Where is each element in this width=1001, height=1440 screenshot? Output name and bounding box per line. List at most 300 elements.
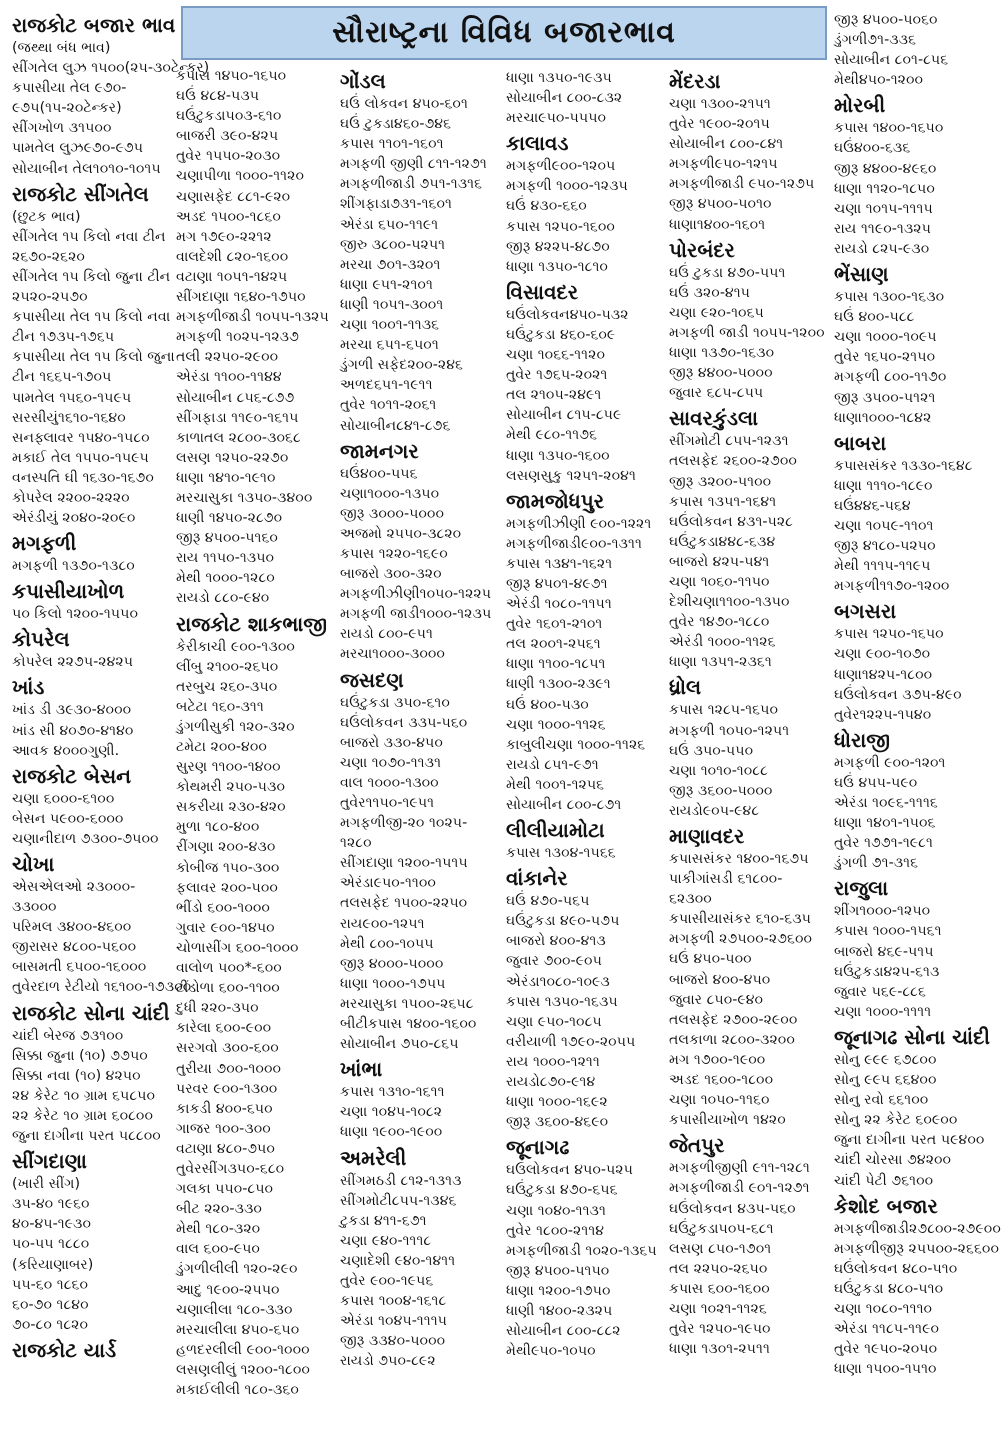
price-line: ધાણી ૧૦૫૧-૩૦૦૧ <box>340 296 444 313</box>
price-line: ધાણા ૧૩૫૦-૧૬૦૦ <box>506 447 610 464</box>
price-line: ધાણા ૧૧૨૦-૧૮૫૦ <box>834 180 935 197</box>
price-line: ટીન ૧૭૩૫-૧૭૬૫ <box>12 329 115 346</box>
price-line: મગફળી ૨૭૫૦૦-૨૭૬૦૦ <box>669 931 813 948</box>
price-line: કપાસ ૧૨૨૦-૧૬૯૦ <box>340 545 448 562</box>
price-line: મરચાસુકા ૧૩૫૦-૩૪૦૦ <box>176 489 313 506</box>
price-line: વટાણા ૧૦૫૧-૧૪૨૫ <box>176 268 288 285</box>
price-line: ચણા ૯૪૦-૧૧૧૮ <box>340 1232 432 1249</box>
price-line: ઘઉંલોકવન ૪૫૦-૫૨૫ <box>506 1162 633 1179</box>
price-line: જુવાર ૭૦૦-૯૦૫ <box>506 953 602 970</box>
price-line: મગફળી ૧૦૫૦-૧૨૫૧ <box>669 722 790 739</box>
price-line: કપાસ ૧૩૪૧-૧૬૨૧ <box>506 555 613 572</box>
price-line: અજમો ૨૫૫૦-૩૮૨૦ <box>340 525 462 542</box>
market-heading: ખાંભા <box>340 1057 383 1082</box>
price-line: મેથી ૮૦૦-૧૦૫૫ <box>340 935 434 952</box>
price-line: ચણા ૧૦૬૦-૧૧૫૦ <box>669 573 770 590</box>
price-line: ૨૪ કેરેટ ૧૦ ગ્રામ ૬૫૮૫૦ <box>12 1087 156 1104</box>
price-line: વાલોળ ૫૦૦*-૬૦૦ <box>176 960 282 977</box>
price-line: ધાણા૧૦૦૦-૧૮૪૨ <box>834 409 932 426</box>
price-line: તુવેર૧૨૨૫-૧૫૪૦ <box>834 706 932 723</box>
price-line: બીટ ૨૨૦-૩૩૦ <box>176 1201 262 1218</box>
price-line: ધાણા ૧૩૫૧-૨૩૬૧ <box>669 654 772 671</box>
price-line: ઘઉં ૩૫૦-૫૫૦ <box>669 742 754 759</box>
price-line: સીંગમઠડી ૮૧૨-૧૩૧૩ <box>340 1172 462 1189</box>
price-line: (કરિયાણાબર) <box>12 1256 94 1273</box>
price-line: તુવેર૧૧૫૦-૧૯૫૧ <box>340 795 435 811</box>
price-line: તુવેર ૧૦૧૧-૨૦૬૧ <box>340 397 437 414</box>
price-line: વટાણા ૪૮૦-૭૫૦ <box>176 1140 275 1157</box>
price-line: જુના દાગીના પરત ૫૮૮૦૦ <box>12 1128 161 1145</box>
price-line: મેથી૪૫૦-૧૨૦૦ <box>834 72 924 89</box>
price-line: ચણા ૧૦૫૦-૧૧૬૦ <box>669 1092 770 1109</box>
price-line: એરંડા ૬૫૦-૧૧૯૧ <box>340 216 439 233</box>
price-line: જીરૂ ૩૬૦૦-૪૬૯૦ <box>506 1114 609 1131</box>
price-line: ચણા ૧૦૬૬-૧૧૨૦ <box>506 347 605 364</box>
page-title-banner: સૌરાષ્ટ્રના વિવિધ બજારભાવ <box>181 6 827 60</box>
market-heading: કેશોદ બજાર <box>834 1193 938 1218</box>
price-line: જીરૂ ૩૨૦૦-૫૧૦૦ <box>669 473 772 490</box>
price-line: ઘઉંટુકડા ૪૯૦-૫૭૫ <box>506 913 620 930</box>
price-line: કપાસીયાખોળ ૧૪૨૦ <box>669 1112 786 1129</box>
market-heading: સીંગદાણા <box>12 1149 87 1174</box>
price-line: ચણા ૧૦૦૦-૧૦૯૫ <box>834 329 937 346</box>
price-line: ઘઉં ૪૮૪-૫૩૫ <box>176 88 260 105</box>
price-line: કપાસસંકર ૧૪૦૦-૧૬૭૫ <box>669 851 809 867</box>
price-line: મગફળી૯૦૦-૧૨૦૫ <box>506 158 616 175</box>
market-heading: જૂનાગઢ <box>506 1135 570 1160</box>
price-line: ધાણા ૧૧૧૦-૧૮૯૦ <box>834 477 933 494</box>
price-line: પામતેલ લુઝ૯૭૦-૯૭૫ <box>12 140 144 157</box>
price-line: તલ ૨૧૦૫-૨૪૯૧ <box>506 387 602 404</box>
price-line: જુવાર ૮૫૦-૯૪૦ <box>669 991 764 1008</box>
price-line: (ખારી સીંગ) <box>12 1176 81 1193</box>
price-line: મગફળી૯૫૦-૧૨૧૫ <box>669 156 778 173</box>
price-line: કપાસીયા તેલ ૧૫ કિલો જુના <box>12 349 175 366</box>
price-line: ૬૦-૭૦ ૧૮૪૦ <box>12 1296 89 1313</box>
price-line: વાલદેશી ૮૨૦-૧૬૦૦ <box>176 248 289 265</box>
price-line: બેસન ૫૯૦૦-૬૦૦૦ <box>12 810 124 827</box>
price-line: કપાસ ૧૦૦૪-૧૬૧૮ <box>340 1293 447 1310</box>
price-line: ચણા ૬૦૦૦-૬૧૦૦ <box>12 790 115 807</box>
price-line: વાલ ૬૦૦-૯૫૦ <box>176 1241 260 1258</box>
price-line: પાકીગાંસડી ૬૧૮૦૦- <box>669 871 783 888</box>
price-line: તુવેર ૧૬૫૦-૨૧૫૦ <box>834 349 936 366</box>
price-line: સીંગતેલ ૧૫ કિલો નવા ટીન <box>12 228 166 245</box>
market-heading: ધ્રોલ <box>669 675 702 700</box>
price-line: એરંડા ૧૦૯૬-૧૧૧૬ <box>834 795 938 811</box>
price-line: ૨૨ કેરેટ ૧૦ ગ્રામ ૬૦૮૦૦ <box>12 1107 154 1124</box>
price-line: કપાસીયાસંકર ૬૧૦-૬૩૫ <box>669 911 811 928</box>
price-line: કપાસ ૧૩૧૦-૧૬૧૧ <box>340 1084 445 1101</box>
price-line: લીંબુ ૨૧૦૦-૨૬૫૦ <box>176 658 279 675</box>
price-line: જીરૂ ૪૫૦૦-૫૧૫૦ <box>506 1262 610 1279</box>
price-line: રાયડો ૮૦૦-૯૫૧ <box>340 626 433 643</box>
price-line: મગફળી જીણી ૮૧૧-૧૨૭૧ <box>340 156 487 173</box>
price-line: રાય ૧૧૯૦-૧૩૨૫ <box>834 220 931 237</box>
price-line: ધાણી ૧૪૫૦-૨૮૭૦ <box>176 510 283 527</box>
price-line: ચોળાસીંગ ૬૦૦-૧૦૦૦ <box>176 939 299 956</box>
price-line: તલસફેદ ૨૬૦૦-૨૭૦૦ <box>669 453 797 470</box>
price-line: આદુ ૧૯૦૦-૨૫૫૦ <box>176 1281 280 1298</box>
market-heading: રાજકોટ સીંગતેલ <box>12 181 149 206</box>
price-line: વરીયાળી ૧૭૯૦-૨૦૫૫ <box>506 1033 636 1050</box>
price-line: મેથી ૯૮૦-૧૧૭૬ <box>506 427 598 444</box>
price-line: બાજરો ૪૦૦-૪૫૦ <box>669 971 771 988</box>
price-line: સોનુ રવો ૬૬૧૦૦ <box>834 1092 929 1109</box>
price-line: ધાણા ૧૯૦૦-૧૯૦૦ <box>340 1124 443 1141</box>
price-line: ઘઉં ૪૫૦-૫૦૦ <box>669 951 752 968</box>
market-heading: મગફળી <box>12 531 77 556</box>
price-line: સોયાબીન ૮૦૦-૮૪૧ <box>669 136 784 153</box>
market-heading: માણાવદર <box>669 824 745 848</box>
price-line: તુવેર ૧૭૭૧-૧૯૮૧ <box>834 835 933 852</box>
price-line: જુવાર ૫૬૯-૮૮૬ <box>834 983 926 1000</box>
price-line: બટેટા ૧૬૦-૩૧૧ <box>176 698 264 715</box>
market-heading: રાજકોટ યાર્ડ <box>12 1337 117 1362</box>
price-line: ગુવાર ૯૦૦-૧૪૫૦ <box>176 919 275 936</box>
price-line: મગફળી ૧૦૨૫-૧૨૩૭ <box>176 329 299 346</box>
price-line: રાયડો૮૭૦-૯૧૪ <box>506 1074 596 1091</box>
price-line: ચણા ૧૦૦૦-૧૧૨૬ <box>506 716 606 733</box>
price-line: ચણા ૧૦૧૫-૧૧૧૫ <box>834 200 933 217</box>
price-line: એરંડા૧૦૮૦-૧૦૯૩ <box>506 973 610 990</box>
price-line: મગફળીજીણી ૯૧૧-૧૨૮૧ <box>669 1160 810 1177</box>
price-line: એરંડા ૧૦૪૫-૧૧૧૫ <box>340 1313 447 1330</box>
price-line: ૫૦ કિલો ૧૨૦૦-૧૫૫૦ <box>12 606 138 623</box>
price-line: ચણા ૧૦૧૦-૧૦૮૮ <box>669 762 768 779</box>
price-line: ચણાલીલા ૧૮૦-૩૩૦ <box>176 1301 293 1318</box>
price-line: રાય૯૦૦-૧૨૫૧ <box>340 915 425 932</box>
price-line: કેરીકાચી ૯૦૦-૧૩૦૦ <box>176 638 295 655</box>
price-line: મગફળી જાડી૧૦૦૦-૧૨૩૫ <box>340 606 492 623</box>
price-line: ચાંદી ચોરસા ૭૪૨૦૦ <box>834 1152 952 1169</box>
price-line: સોયાબીન તેલ૧૦૧૦-૧૦૧૫ <box>12 160 161 177</box>
price-line: તુવેર ૧૭૬૫-૨૦૨૧ <box>506 367 608 384</box>
price-line: ઘઉંલોકવન ૪૮૦-૫૧૦ <box>834 1260 958 1277</box>
price-line: ચણાનીદાળ ૭૩૦૦-૭૫૦૦ <box>12 830 159 847</box>
price-line: ઘઉંટુકડા ૩૫૦-૬૧૦ <box>340 694 450 711</box>
price-line: ચણા ૯૦૦-૧૦૭૦ <box>834 646 931 663</box>
price-line: ધાણા ૧૩૭૦-૧૬૩૦ <box>669 345 775 362</box>
price-line: (છુટક ભાવ) <box>12 208 81 225</box>
market-heading: વાંકાનેર <box>506 866 568 891</box>
price-line: સોયાબીન૮૪૧-૮૭૬ <box>340 417 451 434</box>
price-line: કારેલા ૬૦૦-૯૦૦ <box>176 1020 272 1037</box>
market-heading: પોરબંદર <box>669 237 735 262</box>
market-column-6 <box>834 0 1001 1440</box>
price-line: મરચાલીલા ૪૫૦-૬૫૦ <box>176 1321 300 1338</box>
price-line: ધાણા ૧૫૦૦-૧૫૧૦ <box>834 1361 937 1378</box>
price-line: દુધી ૨૨૦-૩૫૦ <box>176 1000 259 1017</box>
price-line: ધાણા ૯૫૧-૨૧૦૧ <box>340 276 433 293</box>
market-heading: જેતપુર <box>669 1133 725 1158</box>
price-line: અડદ ૧૬૦૦-૧૮૦૦ <box>669 1072 774 1089</box>
price-line: મરચા ૬૫૧-૬૫૦૧ <box>340 337 439 354</box>
price-line: કોબીજ ૧૫૦-૩૦૦ <box>176 859 280 876</box>
price-line: સીંગમોટી ૮૫૫-૧૨૩૧ <box>669 433 789 450</box>
price-line: મગફળી૧૧૭૦-૧૨૦૦ <box>834 578 950 595</box>
price-line: ચાંદી બેરજ ૭૩૧૦૦ <box>12 1027 124 1044</box>
price-line: ૩૩૦૦૦ <box>12 899 57 916</box>
price-line: મેથી ૧૦૦૦-૧૨૮૦ <box>176 570 275 587</box>
price-line: ચણા ૧૦૦૧-૧૧૩૬ <box>340 317 440 334</box>
price-line: ચણા ૧૦૪૦-૧૧૩૧ <box>506 1202 606 1219</box>
price-line: ઘઉંટુકડા૫૦૩-૬૧૦ <box>176 108 282 125</box>
price-line: ૭૦-૮૦ ૧૮૨૦ <box>12 1316 88 1333</box>
price-line: તુવેર ૧૬૦૧-૨૧૦૧ <box>506 616 603 633</box>
price-line: તલસફેદ ૨૭૦૦-૨૯૦૦ <box>669 1011 798 1028</box>
price-line: કાળાતલ ૨૮૦૦-૩૦૬૮ <box>176 429 301 446</box>
price-line: ઘઉં ૪૩૦-૬૬૦ <box>506 198 587 215</box>
price-line: એરંડા૯૫૦-૧૧૦૦ <box>340 875 436 892</box>
price-line: મગફળી ૯૦૦-૧૨૦૧ <box>834 754 946 771</box>
price-line: ચણા ૧૦૨૧-૧૧૨૬ <box>669 1300 767 1317</box>
price-line: કાબુલીચણા ૧૦૦૦-૧૧૨૬ <box>506 736 646 753</box>
price-line: કપાસ ૧૩૫૧-૧૬૪૧ <box>669 493 777 510</box>
price-line: સોયાબીન ૮૧૫-૮૫૯ <box>506 407 622 424</box>
price-line: રીંગણા ૨૦૦-૪૩૦ <box>176 839 276 856</box>
price-line: ઘઉં ૪૦૦-૫૮૮ <box>834 309 915 326</box>
price-line: મરચા૧૦૦૦-૩૦૦૦ <box>340 646 445 663</box>
market-column-5 <box>669 0 831 1440</box>
price-line: મરચાસુકા ૧૫૦૦-૨૬૫૮ <box>340 995 474 1012</box>
price-line: બાજરો ૩૦૦-૩૨૦ <box>340 566 442 583</box>
price-line: ૫૦-૫૫ ૧૮૮૦ <box>12 1236 90 1253</box>
price-line: જીરૂ ૩૫૦૦-૫૧૨૧ <box>834 389 936 406</box>
price-line: મેથી ૧૦૦૧-૧૨૫૬ <box>506 776 605 793</box>
price-line: મગફળી જાડી ૧૦૫૫-૧૨૦૦ <box>669 324 825 341</box>
price-line: ઘઉંટુકડા ૪૭૦-૬૫૬ <box>506 1182 618 1199</box>
price-line: ઘઉં ટુકડા ૪૭૦-૫૫૧ <box>669 264 786 281</box>
price-line: કપાસ ૧૨૫૦-૧૬૫૦ <box>834 626 944 643</box>
price-line: (જથ્થા બંધ ભાવ) <box>12 40 111 56</box>
price-line: કપાસ ૧૩૦૪-૧૫૬૬ <box>506 845 616 862</box>
price-line: જીરુ ૩૮૦૦-૫૨૫૧ <box>340 236 446 253</box>
price-line: કપાસ ૧૨૫૦-૧૬૦૦ <box>506 218 615 235</box>
price-line: ઘઉં૪૦૦-૬૩૬ <box>834 140 911 157</box>
price-line: ઘઉંટુકડા૪૨૫-૬૧૩ <box>834 963 940 980</box>
market-heading: બાબરા <box>834 430 887 455</box>
price-line: ઘઉંલોકવન૪૫૦-૫૩૨ <box>506 306 629 323</box>
price-line: જીરૂ ૪૪૦૦-૫૦૦૦ <box>669 365 773 382</box>
price-line: ઘઉં ૪૫૫-૫૯૦ <box>834 774 918 791</box>
price-line: સોયાબીન ૮૦૧-૮૫૬ <box>834 52 949 69</box>
price-line: ડુંગળી૭૧-૩૩૬ <box>834 32 917 49</box>
price-line: કપાસસંકર ૧૩૩૦-૧૬૪૮ <box>834 457 973 474</box>
price-line: દેશીચણા૧૧૦૦-૧૩૫૦ <box>669 594 790 611</box>
price-line: મગફળી ૮૦૦-૧૧૭૦ <box>834 369 947 386</box>
price-line: બાજરો ૪૨૫-૫૪૧ <box>669 553 770 570</box>
price-line: ઘઉંટુકડા ૪૮૦-૫૧૦ <box>834 1280 944 1297</box>
price-line: રાયડો ૮૫૧-૯૭૧ <box>506 756 599 773</box>
price-line: મકાઈલીલી ૧૮૦-૩૬૦ <box>176 1382 299 1398</box>
price-line: સીંગદાણા ૧૬૪૦-૧૭૫૦ <box>176 289 306 306</box>
price-line: જીરૂ ૪૦૦૦-૫૦૦૦ <box>340 955 444 972</box>
price-line: ડુંગળીલીલી ૧૨૦-૨૯૦ <box>176 1261 298 1278</box>
price-line: સોયાબીન ૮૦૦-૮૭૧ <box>506 797 622 813</box>
market-column-1 <box>12 0 210 1440</box>
price-line: રાયડો ૭૫૦-૮૯૨ <box>340 1353 436 1370</box>
price-line: ડુંગળીસુકી ૧૨૦-૩૨૦ <box>176 718 295 735</box>
price-line: તુવેર ૧૯૦૦-૨૦૧૫ <box>669 116 770 133</box>
price-line: ચણા ૧૦૫૯-૧૧૦૧ <box>834 517 934 534</box>
price-line: સોયાબીન ૮૦૦-૮૩૨ <box>506 90 623 107</box>
price-line: સિક્કા જુના (૧૦) ૭૭૫૦ <box>12 1047 148 1064</box>
price-line: એરંડી ૧૦૦૦-૧૧૨૬ <box>669 634 776 651</box>
price-line: પરવર ૯૦૦-૧૩૦૦ <box>176 1080 278 1097</box>
price-line: કપાસ ૧૦૦૦-૧૫૬૧ <box>834 923 942 940</box>
price-line: તુવેર ૧૮૦૦-૨૧૧૪ <box>506 1222 605 1239</box>
price-line: ૫૫-૬૦ ૧૮૬૦ <box>12 1276 88 1293</box>
price-line: લસણલીલું ૧૨૦૦-૧૮૦૦ <box>176 1361 310 1378</box>
price-line: તુવેર ૧૨૫૦-૧૯૫૦ <box>669 1321 771 1338</box>
price-line: ચણા ૧૦૭૦-૧૧૩૧ <box>340 754 442 771</box>
price-line: મરચા ૭૦૧-૩૨૦૧ <box>340 256 441 273</box>
price-line: એરંડા ૧૧૦૦-૧૧૪૪ <box>176 369 282 386</box>
market-heading: સાવરકુંડલા <box>669 406 759 431</box>
price-line: મગફળીજીરૂ ૨૫૫૦૦-૨૬૬૦૦ <box>834 1240 999 1257</box>
price-line: મગફળીજી-૨૦ ૧૦૨૫- <box>340 815 468 832</box>
market-heading: જામનગર <box>340 438 419 463</box>
price-line: ચણા ૯૨૦-૧૦૬૫ <box>669 304 764 321</box>
price-line: તલકાળા ૨૮૦૦-૩૨૦૦ <box>669 1031 795 1048</box>
price-line: રાય ૧૦૦૦-૧૨૧૧ <box>506 1053 600 1070</box>
price-line: ધાણા ૧૩૦૧-૨૫૧૧ <box>669 1341 770 1358</box>
price-line: સુરણ ૧૧૦૦-૧૪૦૦ <box>176 759 281 776</box>
price-line: ૨૬૭૦-૨૬૨૦ <box>12 248 85 265</box>
market-heading: બગસરા <box>834 599 897 624</box>
price-line: જીરૂ ૪૧૮૦-૫૨૫૦ <box>834 538 936 555</box>
price-line: જીરૂ ૪૫૦૧-૪૯૭૧ <box>506 575 608 592</box>
market-heading: ચોખા <box>12 852 55 876</box>
price-line: ધાણા ૧૦૦૦-૧૭૫૫ <box>340 975 446 992</box>
price-line: મગફળીઝીણી ૯૦૦-૧૨૨૧ <box>506 515 652 532</box>
price-line: આવક ૪૦૦૦ગુણી. <box>12 742 120 759</box>
price-line: ધાણા ૧૦૦૦-૧૬૯૨ <box>506 1094 608 1111</box>
price-line: ચણા ૧૩૦૦-૨૧૫૧ <box>669 96 771 112</box>
market-column-2 <box>176 0 336 1440</box>
market-heading: કોપરેલ <box>12 627 70 652</box>
price-line: જીરૂ ૪૨૨૫-૪૮૭૦ <box>506 238 610 255</box>
price-line: મગફળીજાડી ૯૦૧-૧૨૭૧ <box>669 1180 810 1197</box>
price-line: મગફળીઝીણી૧૦૫૦-૧૨૨૫ <box>340 586 492 603</box>
price-line: ઘઉં ૪૦૦-૫૩૦ <box>506 696 589 713</box>
price-line: મેથી ૧૧૧૫-૧૧૯૫ <box>834 558 931 575</box>
price-line: ૯૭૫(૧૫-૨૦ટેન્કર) <box>12 100 122 117</box>
price-line: તરબુચ ૨૬૦-૩૫૦ <box>176 678 278 695</box>
market-heading: કાલાવડ <box>506 131 569 156</box>
price-line: તલસફેદ ૧૫૦૦-૨૨૫૦ <box>340 895 468 912</box>
price-line: ચણાપીળા ૧૦૦૦-૧૧૨૦ <box>176 168 304 185</box>
price-line: કપાસીયા તેલ ૯૭૦- <box>12 80 127 97</box>
price-line: સોયાબીન ૭૫૦-૮૬૫ <box>340 1036 459 1053</box>
market-heading: ધોરાજી <box>834 727 890 752</box>
price-line: ઘઉં ૪૭૦-૫૬૫ <box>506 893 590 910</box>
price-line: સીંગફાડા ૧૧૯૦-૧૬૧૫ <box>176 409 299 426</box>
price-line: લસણસુકુ ૧૨૫૧-૨૦૪૧ <box>506 467 636 484</box>
price-line: ઘઉંટુકડા૪૪૮-૬૩૪ <box>669 533 776 550</box>
price-line: બાજરી ૩૯૦-૪૨૫ <box>176 128 279 145</box>
price-line: સીંગતેલ લુઝ ૧૫૦૦(૨૫-૩૦ટેન્કર) <box>12 60 210 77</box>
price-line: વાલ ૧૦૦૦-૧૩૦૦ <box>340 774 439 791</box>
market-heading: વિસાવદર <box>506 279 579 304</box>
price-line: ચાંદી પેટી ૭૬૧૦૦ <box>834 1172 934 1189</box>
price-line: ઘઉં લોકવન ૪૫૦-૬૦૧ <box>340 96 468 112</box>
price-line: ધાણા ૧૩૫૦-૧૮૧૦ <box>506 258 608 275</box>
price-line: લસણ ૧૨૫૦-૨૨૭૦ <box>176 449 289 466</box>
price-line: જીરૂ ૩૩૪૦-૫૦૦૦ <box>340 1333 446 1350</box>
price-line: મગફળીજાડી ૭૫૧-૧૩૧૬ <box>340 176 483 193</box>
market-heading: રાજકોટ સોના ચાંદી <box>12 1000 170 1025</box>
price-line: ફલાવર ૨૦૦-૫૦૦ <box>176 879 278 896</box>
price-line: સોયાબીન ૮૦૦-૮૮૨ <box>506 1323 621 1340</box>
price-line: કોપરેલ ૨૨૦૦-૨૨૨૦ <box>12 489 130 506</box>
market-heading: રાજકોટ બજાર ભાવ <box>12 13 176 37</box>
price-line: ચણા ૧૦૪૫-૧૦૮૨ <box>340 1104 443 1121</box>
price-line: લસણ ૮૫૦-૧૭૦૧ <box>669 1240 772 1257</box>
price-line: સોનુ ૯૯૫ ૬૬૪૦૦ <box>834 1072 937 1089</box>
price-line: તુવેર ૯૦૦-૧૯૫૬ <box>340 1272 434 1289</box>
price-line: વનસ્પતિ ઘી ૧૬૩૦-૧૬૭૦ <box>12 469 154 486</box>
price-line: બાસમતી ૬૫૦૦-૧૬૦૦૦ <box>12 959 147 976</box>
price-line: ૧૨૮૦ <box>340 835 372 852</box>
price-line: સોનુ ૨૨ કેરેટ ૬૦૯૦૦ <box>834 1112 958 1129</box>
price-line: ટીન ૧૬૬૫-૧૭૦૫ <box>12 369 112 386</box>
market-heading: રાજુલા <box>834 876 889 901</box>
price-line: રાય ૧૧૫૦-૧૩૫૦ <box>176 550 275 567</box>
price-line: ધાણી ૧૪૦૦-૨૩૨૫ <box>506 1302 613 1319</box>
price-line: ધાણા ૧૨૦૦-૧૭૫૦ <box>506 1282 611 1299</box>
market-heading: ભેંસાણ <box>834 262 889 287</box>
price-line: ધાણા ૧૩૫૦-૧૯૩૫ <box>506 70 612 86</box>
price-line: કપાસ ૧૨૮૫-૧૬૫૦ <box>669 702 778 719</box>
price-line: રાયડો ૮૮૦-૯૪૦ <box>176 590 270 607</box>
price-line: જીરૂ ૩૦૦૦-૫૦૦૦ <box>340 505 445 522</box>
price-line: ૨૫૨૦-૨૫૭૦ <box>12 289 88 306</box>
price-line: ૪૦-૪૫-૧૯૩૦ <box>12 1216 92 1233</box>
price-line: ખાંડ ડી ૩૯૩૦-૪૦૦૦ <box>12 702 132 719</box>
price-line: ઘઉંટુકડા ૪૬૦-૬૦૯ <box>506 326 616 343</box>
price-line: ૬૨૩૦૦ <box>669 891 712 908</box>
price-line: ચણા ૯૫૦-૧૦૮૫ <box>506 1013 602 1030</box>
price-line: સરસીયું૧૬૧૦-૧૬૪૦ <box>12 409 126 426</box>
price-line: મકાઈ તેલ ૧૫૫૦-૧૫૯૫ <box>12 449 149 466</box>
market-heading: અમરેલી <box>340 1145 407 1170</box>
price-line: અળદ૬૫૧-૧૯૧૧ <box>340 377 433 394</box>
price-line: જીરૂ ૪૪૦૦-૪૯૬૦ <box>834 160 937 177</box>
price-line: બીટીકપાસ ૧૪૦૦-૧૬૦૦ <box>340 1016 477 1033</box>
price-line: ઘઉંટુકડા૫૦૫-૬૮૧ <box>669 1220 774 1237</box>
price-line: ડુંગળી સફેદ૨૦૦-૨૪૬ <box>340 357 463 374</box>
price-line: મગફળીજાડી ૯૫૦-૧૨૭૫ <box>669 176 815 193</box>
price-line: ઘઉંલોકવન ૩૭૫-૪૯૦ <box>834 686 962 703</box>
market-heading: જામજોધપુર <box>506 488 605 513</box>
price-line: ધાણા ૧૧૦૦-૧૮૫૧ <box>506 656 606 673</box>
price-line: જીરૂ ૪૫૦૦-૫૧૬૦ <box>176 530 278 547</box>
price-line: ચણા ૧૦૦૦-૧૧૧૧ <box>834 1003 932 1020</box>
price-line: શીંગફાડા૭૩૧-૧૬૦૧ <box>340 196 452 213</box>
price-line: કોપરેલ ૨૨૭૫-૨૪૨૫ <box>12 654 134 671</box>
price-line: સીંગમોટી૮૫૫-૧૩૪૬ <box>340 1192 457 1209</box>
price-line: ચણા ૧૦૮૦-૧૧૧૦ <box>834 1300 933 1317</box>
price-line: સોનુ ૯૯૯ ૬૭૮૦૦ <box>834 1051 937 1068</box>
market-heading: ખાંડ <box>12 675 45 700</box>
price-line: ધાણા ૧૪૦૧-૧૫૦૬ <box>834 815 936 832</box>
price-line: તુવેર ૧૪૭૦-૧૮૮૦ <box>669 614 770 631</box>
price-line: ભીંડો ૬૦૦-૧૦૦૦ <box>176 899 270 916</box>
market-heading: રાજકોટ બેસન <box>12 763 132 788</box>
price-line: ટુકડા ૪૧૧-૬૭૧ <box>340 1212 427 1229</box>
